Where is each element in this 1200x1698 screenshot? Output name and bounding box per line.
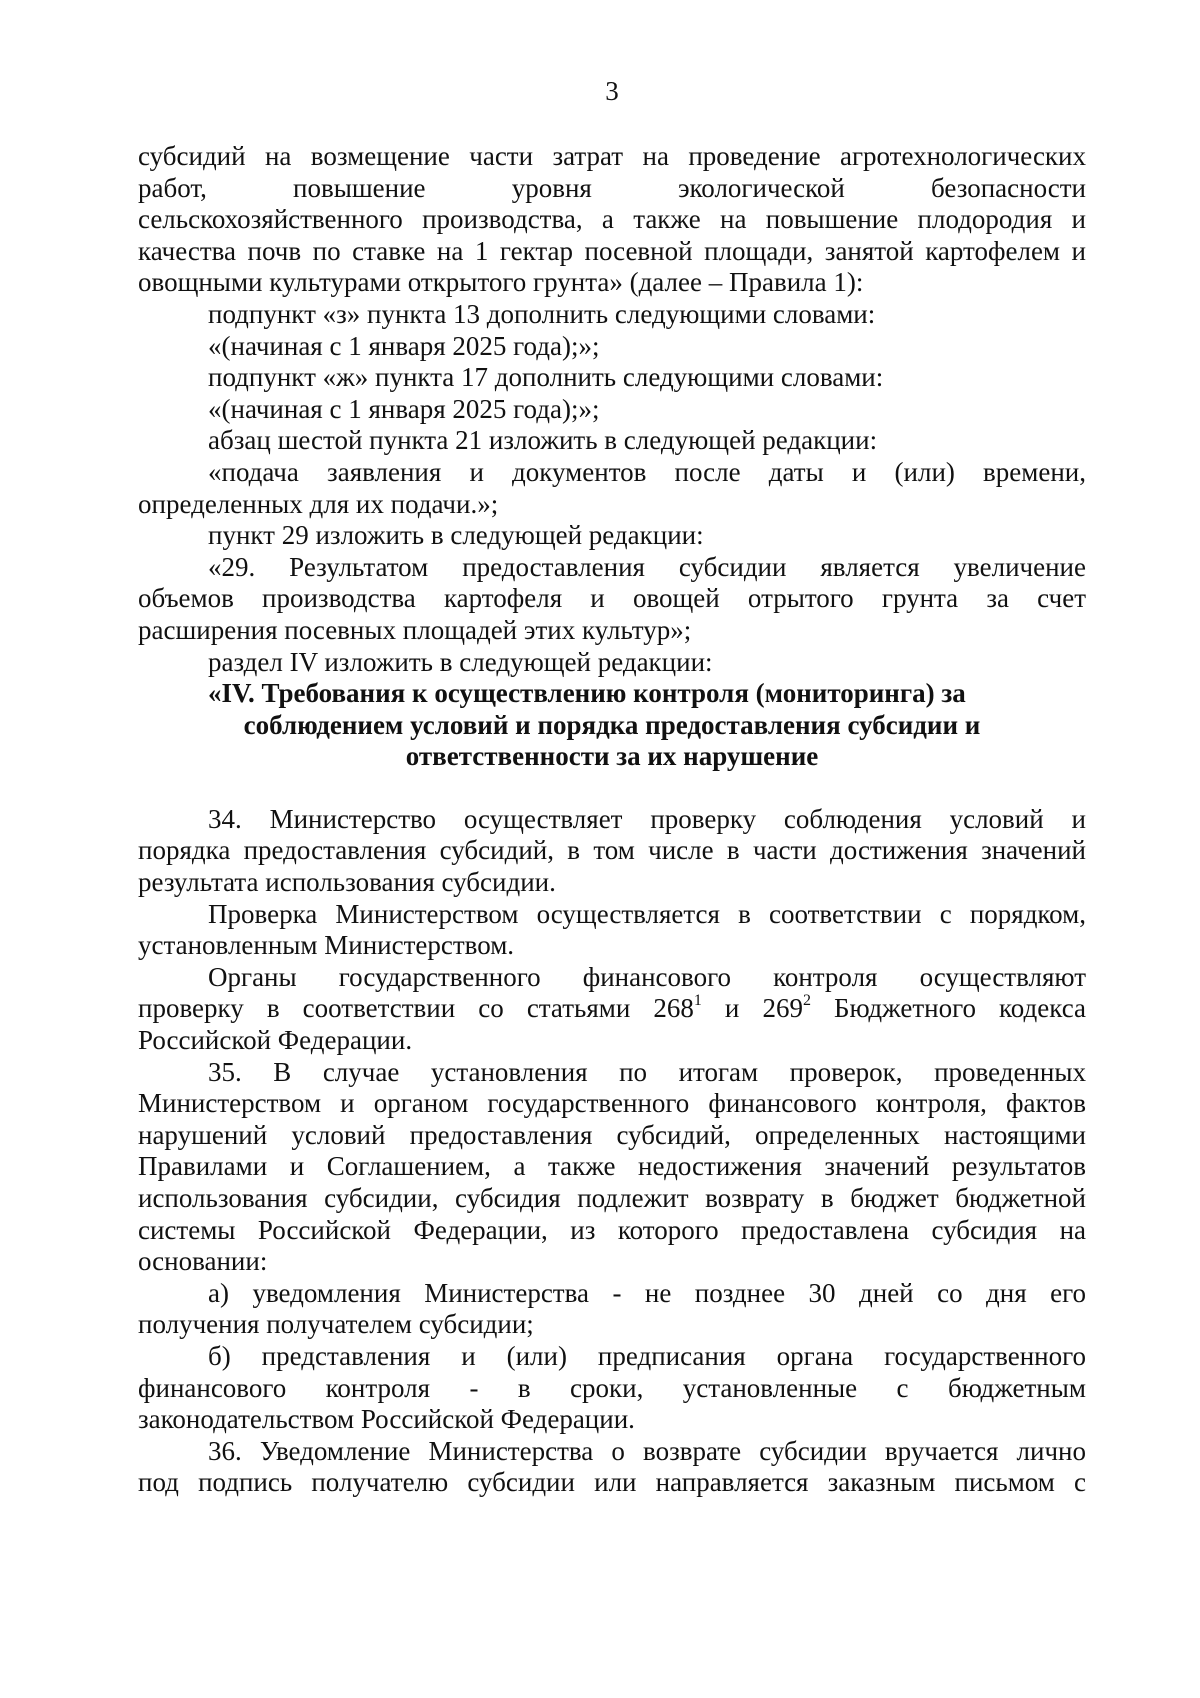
amendment-item: «(начиная с 1 января 2025 года);»; [208, 330, 600, 361]
text-line: получения получателем субсидии; [138, 1309, 534, 1340]
paragraph-35 [138, 1057, 1086, 1278]
text-line [138, 993, 1086, 1025]
paragraph-check [138, 899, 1086, 962]
heading-line: соблюдением условий и порядка предоставления субсидии и [243, 709, 981, 740]
text-line: использования субсидии, субсидия подлежит возврату в бюджет бюджетной [138, 1183, 1086, 1213]
text-line: результата использования субсидии. [138, 867, 556, 898]
spacer [138, 773, 1086, 804]
text-line: 35. В случае установления по итогам проверок, проведенных [208, 1056, 1086, 1087]
superscript: 2 [802, 992, 811, 1010]
text-line: установленным Министерством. [138, 930, 515, 961]
text-line: «29. Результатом предоставления субсидии является увеличение [208, 551, 1086, 582]
amendment-item: пункт 29 изложить в следующей редакции: [208, 520, 704, 551]
amendment-item: раздел IV изложить в следующей редакции: [208, 646, 713, 677]
text-fragment: Бюджетного кодекса [810, 993, 1086, 1024]
text-line: 34. Министерство осуществляет проверку соблюдения условий и [208, 803, 1086, 834]
amendment-quote [138, 552, 1086, 647]
text-line: Министерством и органом государственного финансового контроля, фактов [138, 1088, 1086, 1119]
text-line: объемов производства картофеля и овощей отрытого грунта за счет [138, 583, 1086, 614]
heading-line: «IV. Требования к осуществлению контроля (мониторинга) за [208, 678, 966, 709]
text-line: качества почв по ставке на 1 гектар посевной площади, занятой картофелем и [138, 235, 1086, 266]
text-line: Проверка Министерством осуществляется в соответствии с порядком, [208, 898, 1086, 929]
paragraph-34 [138, 804, 1086, 899]
text-line: определенных для их подачи.»; [138, 488, 499, 519]
text-line: овощными культурами открытого грунта» (далее – Правила 1): [138, 267, 864, 298]
text-line: 36. Уведомление Министерства о возврате субсидии вручается лично [208, 1435, 1086, 1466]
text-fragment: и 269 [701, 993, 803, 1024]
amendment-quote [138, 457, 1086, 520]
text-line: б) представления и (или) предписания органа государственного [208, 1340, 1086, 1371]
text-line: Российской Федерации. [138, 1025, 413, 1056]
text-line: расширения посевных площадей этих культур»; [138, 614, 692, 645]
text-line: порядка предоставления субсидий, в том числе в части достижения значений [138, 835, 1086, 866]
text-line: Правилами и Соглашением, а также недостижения значений результатов [138, 1151, 1086, 1182]
document-body [138, 141, 1086, 1499]
amendment-item: «(начиная с 1 января 2025 года);»; [208, 393, 600, 424]
amendment-item: подпункт «ж» пункта 17 дополнить следующими словами: [208, 362, 884, 393]
text-line: основании: [138, 1246, 268, 1277]
text-line: Органы государственного финансового контроля осуществляют [208, 961, 1086, 992]
document-page [138, 0, 1086, 1698]
text-line: сельскохозяйственного производства, а также на повышение плодородия и [138, 204, 1086, 235]
paragraph-control-organs [138, 962, 1086, 1057]
text-line: законодательством Российской Федерации. [138, 1404, 635, 1435]
paragraph-35a [138, 1278, 1086, 1341]
paragraph-36 [138, 1436, 1086, 1499]
text-line: системы Российской Федерации, из которого предоставлена субсидия на [138, 1214, 1086, 1245]
paragraph-35b [138, 1341, 1086, 1436]
text-line: работ, повышение уровня экологической безопасности [138, 172, 1086, 203]
text-line: а) уведомления Министерства - не позднее 30 дней со дня его [208, 1277, 1086, 1308]
text-line: субсидий на возмещение части затрат на проведение агротехнологических [138, 141, 1086, 171]
text-line: нарушений условий предоставления субсидий, определенных настоящими [138, 1119, 1086, 1150]
section-heading [138, 678, 1086, 773]
text-line: финансового контроля - в сроки, установленные с бюджетным [138, 1372, 1086, 1403]
text-line: под подпись получателю субсидии или направляется заказным письмом с [138, 1467, 1086, 1498]
text-fragment: проверку в соответствии со статьями 268 [138, 993, 694, 1024]
intro-paragraph [138, 141, 1086, 299]
page-number: 3 [605, 76, 619, 106]
superscript: 1 [693, 992, 702, 1010]
text-line: «подача заявления и документов после даты и (или) времени, [208, 456, 1086, 487]
amendment-item: абзац шестой пункта 21 изложить в следующей редакции: [208, 425, 878, 456]
amendment-item: подпункт «з» пункта 13 дополнить следующими словами: [208, 298, 876, 329]
heading-line: ответственности за их нарушение [405, 741, 819, 772]
